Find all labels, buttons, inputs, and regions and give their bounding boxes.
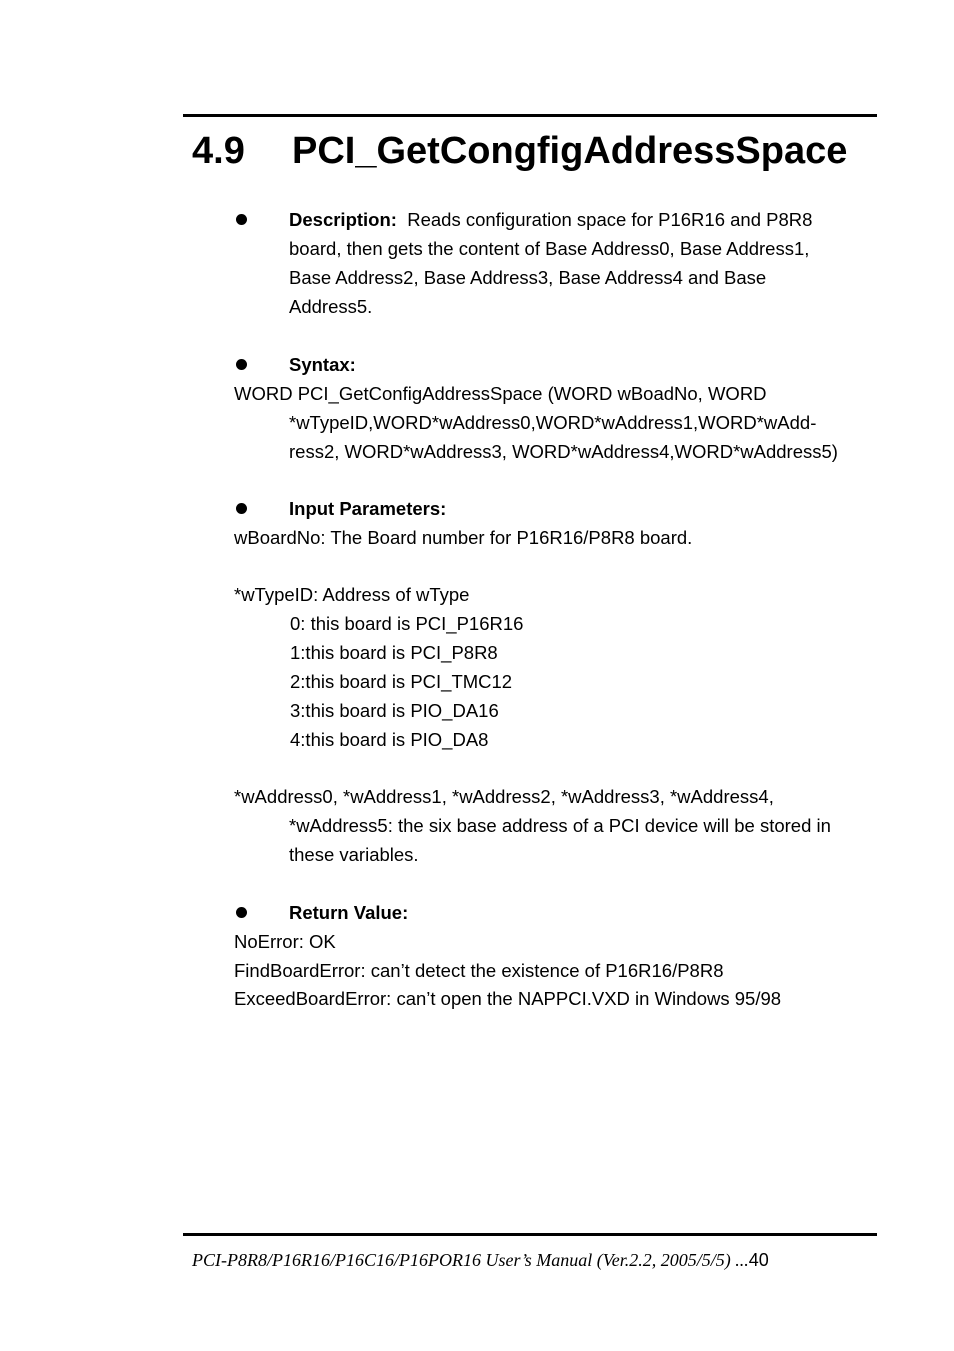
syntax-line-1: WORD PCI_GetConfigAddressSpace (WORD wBoadNo, WORD <box>234 383 767 404</box>
page-number: 40 <box>748 1250 769 1270</box>
section-heading <box>192 128 847 174</box>
type-value-4: 4:this board is PIO_DA8 <box>290 729 489 750</box>
type-value-2: 2:this board is PCI_TMC12 <box>290 671 513 692</box>
section-number: 4.9 <box>192 130 245 172</box>
description-text-2: board, then gets the content of Base Address0, Base Address1, <box>289 238 810 259</box>
footer-manual-title: PCI-P8R8/P16R16/P16C16/P16POR16 User’s Manual (Ver.2.2, 2005/5/5) ... <box>192 1250 749 1270</box>
top-rule <box>183 114 877 117</box>
syntax-line-2: *wTypeID,WORD*wAddress0,WORD*wAddress1,WORD*wAdd- <box>289 412 817 433</box>
description-line-1 <box>289 205 812 234</box>
address-param-line-3: these variables. <box>289 844 419 865</box>
return-value-label: Return Value: <box>289 902 409 923</box>
syntax-label: Syntax: <box>289 354 356 375</box>
description-text-1: Reads configuration space for P16R16 and P8R8 <box>407 209 813 230</box>
input-parameters-bullet-icon <box>236 503 247 514</box>
input-parameters-label: Input Parameters: <box>289 498 447 519</box>
address-param-line-1: *wAddress0, *wAddress1, *wAddress2, *wAddress3, *wAddress4, <box>234 786 774 807</box>
page-footer <box>192 1246 769 1274</box>
type-value-0: 0: this board is PCI_P16R16 <box>290 613 524 634</box>
description-text-4: Address5. <box>289 296 373 317</box>
address-param-line-2: *wAddress5: the six base address of a PCI device will be stored in <box>289 815 831 836</box>
type-value-3: 3:this board is PIO_DA16 <box>290 700 499 721</box>
syntax-line-3: ress2, WORD*wAddress3, WORD*wAddress4,WORD*wAddress5) <box>289 441 838 462</box>
type-value-1: 1:this board is PCI_P8R8 <box>290 642 498 663</box>
description-text-3: Base Address2, Base Address3, Base Address4 and Base <box>289 267 767 288</box>
return-value-line-2: FindBoardError: can’t detect the existence of P16R16/P8R8 <box>234 960 724 981</box>
description-label: Description: <box>289 209 397 230</box>
return-value-bullet-icon <box>236 907 247 918</box>
type-id-param: *wTypeID: Address of wType <box>234 584 470 605</box>
return-value-line-3: ExceedBoardError: can’t open the NAPPCI.VXD in Windows 95/98 <box>234 988 782 1009</box>
board-no-param: wBoardNo: The Board number for P16R16/P8R8 board. <box>234 527 693 548</box>
syntax-bullet-icon <box>236 359 247 370</box>
section-title: PCI_GetCongfigAddressSpace <box>292 130 848 172</box>
description-bullet-icon <box>236 214 247 225</box>
bottom-rule <box>183 1233 877 1236</box>
return-value-line-1: NoError: OK <box>234 931 336 952</box>
